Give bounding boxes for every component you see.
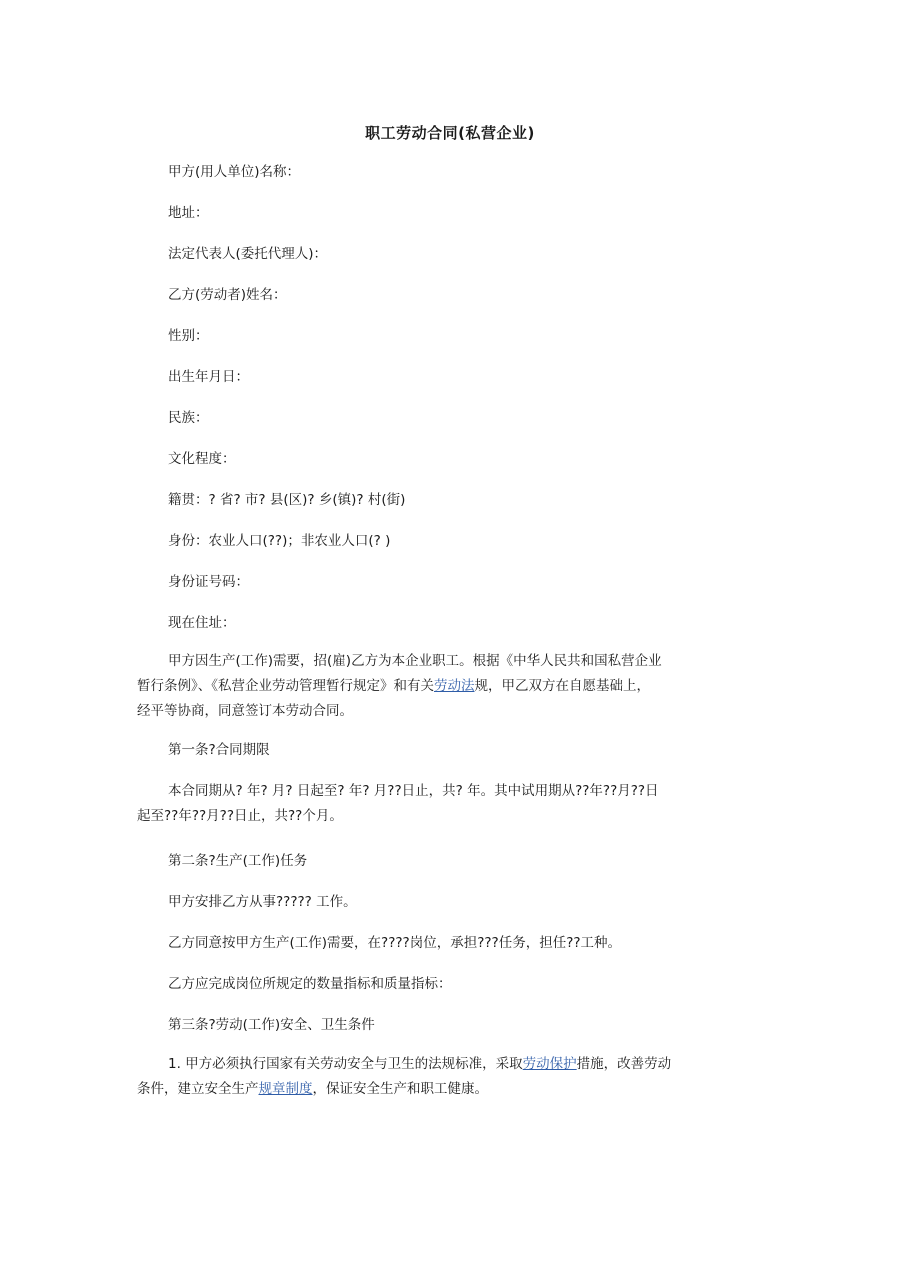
article-3-item-1-line-2 [137,1077,767,1102]
intro-line-1: 甲方因生产(工作)需要，招(雇)乙方为本企业职工。根据《中华人民共和国私营企业 [168,653,662,669]
article-2-paragraph-2: 乙方同意按甲方生产(工作)需要，在????岗位，承担???任务，担任??工种。 [168,935,622,951]
gender-field: 性别： [168,328,209,344]
identity-field: 身份：农业人口(??)；非农业人口(? ) [168,533,391,549]
ethnicity-field: 民族： [168,410,209,426]
native-place-field: 籍贯：? 省? 市? 县(区)? 乡(镇)? 村(街) [168,492,406,508]
article-2-paragraph-3: 乙方应完成岗位所规定的数量指标和质量指标： [168,976,452,992]
article-3-item-1 [137,1052,767,1102]
party-b-name-field: 乙方(劳动者)姓名： [168,287,287,303]
article-1-line-2: 起至??年??月??日止，共??个月。 [137,808,343,824]
intro-paragraph [137,649,767,724]
id-number-field: 身份证号码： [168,574,249,590]
address-field: 地址： [168,205,209,221]
article-1-body [137,779,767,829]
current-address-field: 现在住址： [168,615,236,631]
article-3-text-b: 措施，改善劳动 [576,1056,672,1072]
article-2-title: 第二条?生产(工作)任务 [168,853,308,869]
rules-regulations-link[interactable]: 规章制度 [258,1081,313,1097]
intro-line-3: 经平等协商，同意签订本劳动合同。 [137,703,353,719]
birthdate-field: 出生年月日： [168,369,249,385]
article-1-title: 第一条?合同期限 [168,742,270,758]
intro-line-2-text-a: 暂行条例》、《私营企业劳动管理暂行规定》和有关 [137,678,434,694]
article-3-text-d: ，保证安全生产和职工健康。 [312,1081,488,1097]
labor-law-link[interactable]: 劳动法 [434,678,475,694]
article-1-line-1: 本合同期从? 年? 月? 日起至? 年? 月??日止，共? 年。其中试用期从??年??月??日 [168,783,659,799]
legal-representative-field: 法定代表人(委托代理人)： [168,246,328,262]
article-3-text-a: 1. 甲方必须执行国家有关劳动安全与卫生的法规标准，采取 [168,1056,523,1072]
party-a-name-field: 甲方(用人单位)名称： [168,164,301,180]
education-field: 文化程度： [168,451,236,467]
article-3-text-c: 条件，建立安全生产 [137,1081,259,1097]
intro-line-2-text-b: 规，甲乙双方在自愿基础上， [474,678,650,694]
document-title: 职工劳动合同(私营企业) [365,124,535,142]
labor-protection-link[interactable]: 劳动保护 [522,1056,577,1072]
article-2-paragraph-1: 甲方安排乙方从事????? 工作。 [168,894,357,910]
article-3-title: 第三条?劳动(工作)安全、卫生条件 [168,1017,375,1033]
intro-line-2 [137,674,767,699]
article-3-item-1-line-1 [137,1052,767,1077]
